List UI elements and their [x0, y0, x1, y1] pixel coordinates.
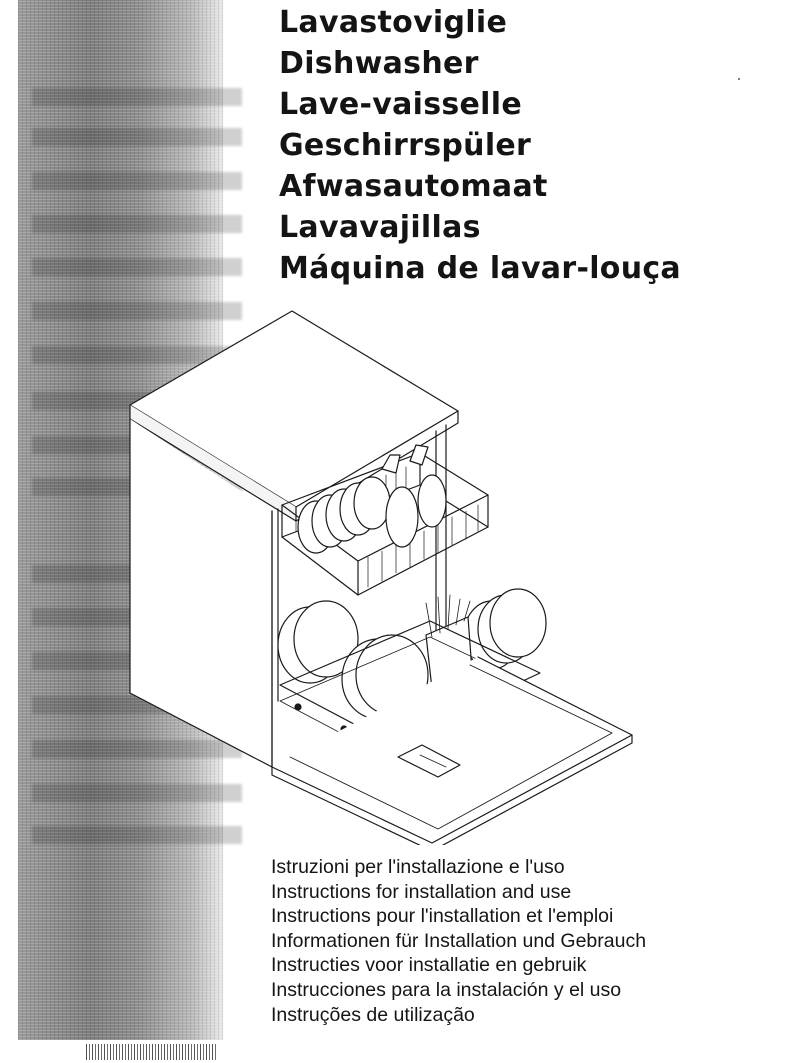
scan-speck [738, 78, 740, 80]
instruction-portuguese: Instruções de utilização [271, 1003, 475, 1026]
instruction-spanish: Instrucciones para la instalación y el uso [271, 978, 622, 1001]
title-dutch: Afwasautomaat [279, 169, 548, 204]
title-spanish: Lavavajillas [279, 210, 481, 245]
title-portuguese: Máquina de lavar-louça [279, 251, 681, 286]
barcode-strip [86, 1044, 216, 1060]
title-italian: Lavastoviglie [279, 5, 508, 40]
dishwasher-illustration [120, 305, 635, 845]
title-english: Dishwasher [279, 46, 479, 81]
instruction-dutch: Instructies voor installatie en gebruik [271, 954, 587, 977]
instruction-english: Instructions for installation and use [271, 880, 572, 903]
instruction-german: Informationen für Installation und Gebrauch [271, 929, 647, 952]
title-french: Lave-vaisselle [279, 87, 522, 122]
title-german: Geschirrspüler [279, 128, 532, 163]
product-title-list [279, 2, 681, 289]
instruction-subtitle-list [271, 855, 646, 1027]
instruction-italian: Istruzioni per l'installazione e l'uso [271, 856, 565, 878]
instruction-french: Instructions pour l'installation et l'emploi [271, 905, 614, 928]
